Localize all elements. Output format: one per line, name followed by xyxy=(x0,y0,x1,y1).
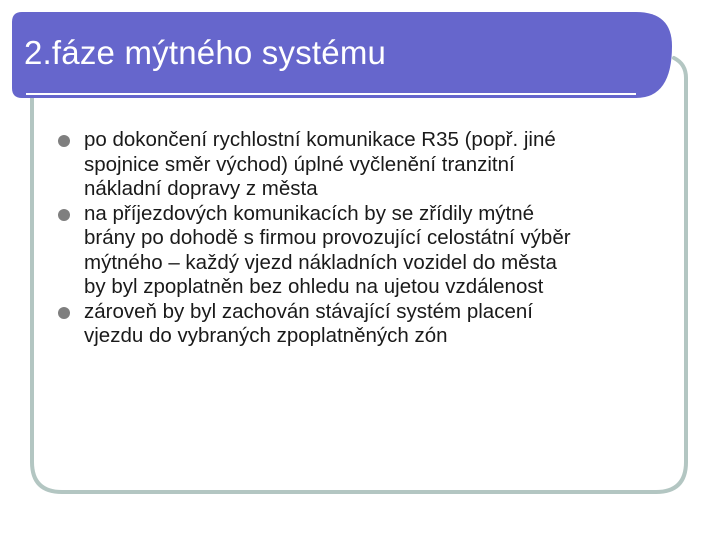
slide-title: 2.fáze mýtného systému xyxy=(24,34,387,71)
bullet-line: vjezdu do vybraných zpoplatněných zón xyxy=(84,324,448,347)
bullet-line: zároveň by byl zachován stávající systém placení xyxy=(84,299,533,323)
bullet-icon xyxy=(58,209,70,221)
bullet-list xyxy=(58,128,658,349)
bullet-icon xyxy=(58,307,70,319)
bullet-line: brány po dohodě s firmou provozující celostátní výběr xyxy=(84,226,571,249)
bullet-item xyxy=(58,300,658,349)
bullet-line: na příjezdových komunikacích by se zřídily mýtné xyxy=(84,201,535,225)
bullet-line: po dokončení rychlostní komunikace R35 (popř. jiné xyxy=(84,128,556,151)
bullet-line: mýtného – každý vjezd nákladních vozidel do města xyxy=(84,250,557,274)
bullet-line: spojnice směr východ) úplné vyčlenění tranzitní xyxy=(84,152,515,176)
bullet-line: nákladní dopravy z města xyxy=(84,177,318,200)
bullet-icon xyxy=(58,135,70,147)
bullet-item xyxy=(58,202,658,300)
bullet-item xyxy=(58,128,658,202)
bullet-line: by byl zpoplatněn bez ohledu na ujetou vzdálenost xyxy=(84,275,544,298)
